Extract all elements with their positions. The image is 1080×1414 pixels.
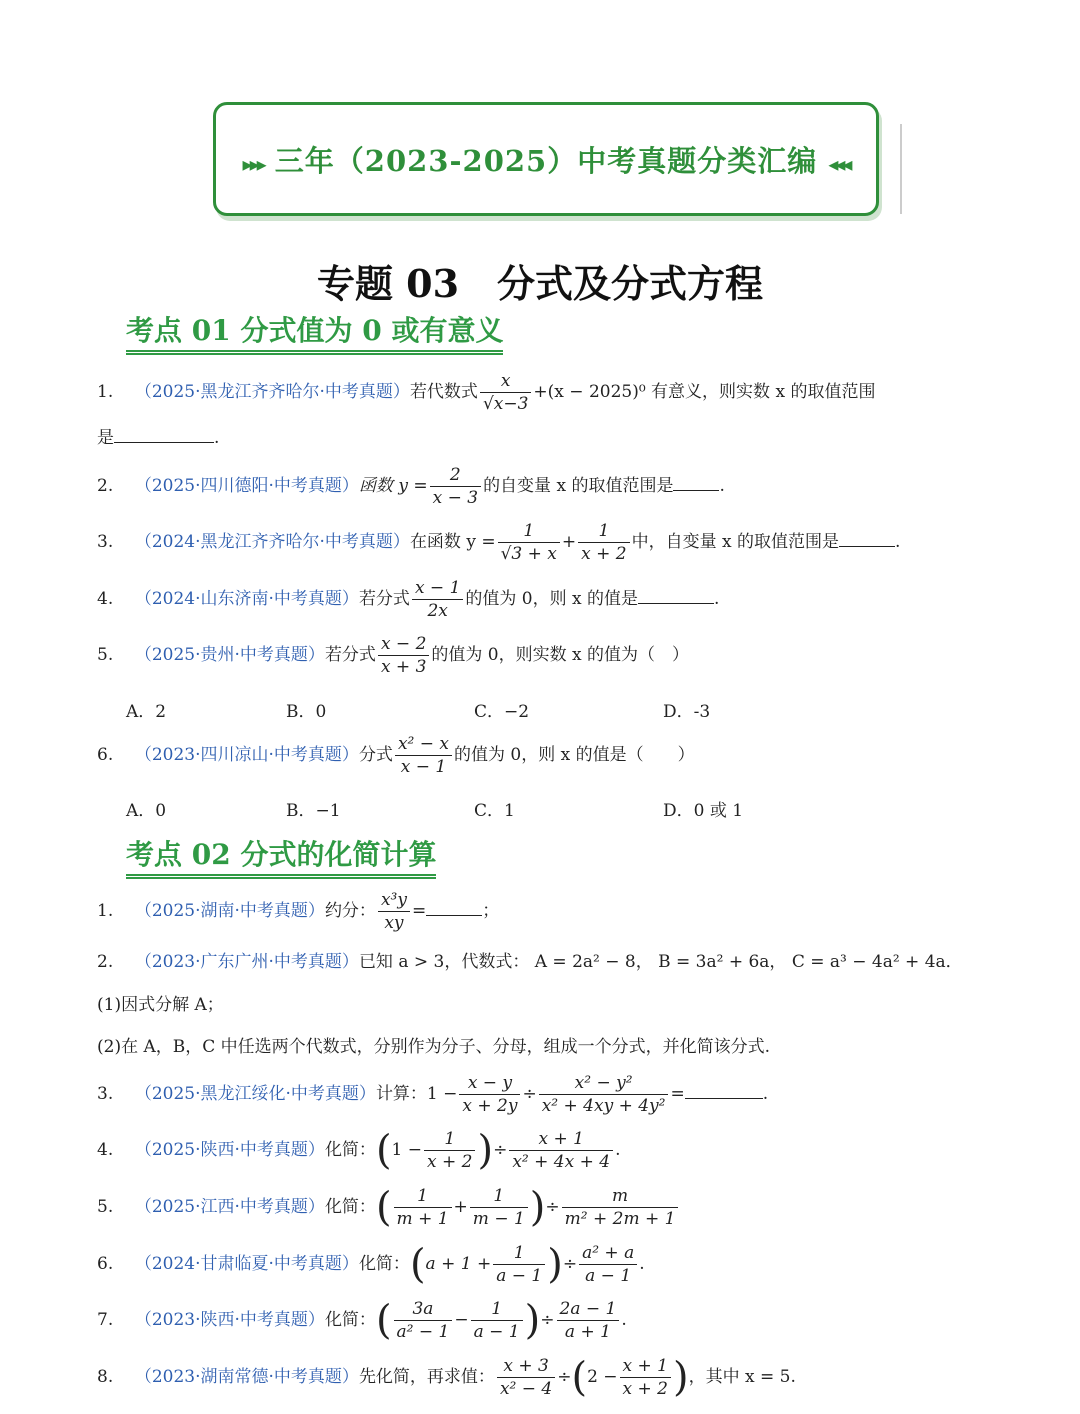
question-6: 6. （2023·四川凉山·中考真题）分式 $\frac{\text{x² − x}}{x - 1}$ 的值为 0，则 x 的值是（ ） — [97, 734, 695, 777]
question-source: （2024·甘肃临夏·中考真题） — [134, 1254, 359, 1274]
fraction: $\frac{1}{x + 2}$ — [424, 1128, 475, 1173]
fraction: $\frac{x - 2}{x + 3}$ — [378, 633, 429, 678]
question-number: 5. — [97, 1197, 114, 1217]
question-source: （2025·黑龙江齐齐哈尔·中考真题） — [134, 382, 410, 402]
banner-title: 三年（2023-2025）中考真题分类汇编 — [274, 144, 818, 178]
answer-blank[interactable] — [114, 428, 214, 443]
fraction: $\frac{1}{m - 1}$ — [470, 1185, 528, 1230]
question-number: 6. — [97, 745, 114, 765]
question-source: （2024·黑龙江齐齐哈尔·中考真题） — [134, 532, 410, 552]
fraction: $\frac{\text{x² − y²}}{\text{x² + 4xy + 4y²}}$ — [539, 1072, 669, 1117]
question-number: 4. — [97, 589, 114, 609]
section-heading-2: 考点 02 分式的化简计算 — [126, 838, 436, 879]
question-text: 若代数式 — [409, 382, 478, 402]
fraction: $\frac{\text{x³y}}{xy}$ — [378, 889, 410, 934]
question-1-cont: 是 . — [97, 428, 220, 448]
question-number: 1. — [97, 901, 114, 921]
question-number: 8. — [97, 1367, 114, 1387]
question-source: （2023·陕西·中考真题） — [134, 1310, 325, 1330]
option-a[interactable]: A．2 — [126, 702, 167, 722]
question-number: 4. — [97, 1140, 114, 1160]
question-2: 2. （2025·四川德阳·中考真题）函数 y = $\frac{2}{x - 3}$ 的自变量 x 的取值范围是 . — [97, 465, 725, 508]
section-heading-1: 考点 01 分式值为 0 或有意义 — [126, 314, 503, 355]
question-1 — [97, 370, 875, 415]
page-edge-mark — [900, 124, 904, 214]
question-3: 3. （2024·黑龙江齐齐哈尔·中考真题）在函数 y = $\frac{1}{√3 + x}$ + $\frac{1}{x + 2}$ 中，自变量 x 的取值范围是 . — [97, 521, 901, 564]
problem-2: 2. （2023·广东广州·中考真题）已知 a > 3，代数式： A = 2a² − 8， B = 3a² + 6a， C = a³ − 4a² + 4a． — [97, 952, 963, 972]
option-c[interactable]: C．1 — [474, 801, 515, 821]
answer-blank[interactable] — [685, 1084, 763, 1099]
fraction: $\frac{1}{m + 1}$ — [394, 1185, 452, 1230]
answer-blank[interactable] — [673, 476, 719, 491]
question-number: 2. — [97, 952, 114, 972]
question-number: 3. — [97, 1084, 114, 1104]
fraction: $\frac{3a}{\text{a² − 1}}$ — [394, 1298, 453, 1343]
question-source: （2025·四川德阳·中考真题） — [134, 476, 359, 496]
problem-5: 5. （2025·江西·中考真题）化简：( $\frac{1}{m + 1}$ + $\frac{1}{m - 1}$ )÷ $\frac{m}{\text{m² + 2m + 1}}$ — [97, 1185, 680, 1230]
fraction: $\frac{1}{√3 + x}$ — [498, 520, 560, 565]
left-arrows-icon: ▸▸▸ — [242, 152, 264, 176]
question-source: （2025·江西·中考真题） — [134, 1197, 325, 1217]
fraction: $\frac{x}{√x-3}$ — [480, 370, 531, 415]
banner-text — [216, 139, 876, 180]
right-arrows-icon: ◂◂◂ — [828, 152, 850, 176]
question-source: （2024·山东济南·中考真题） — [134, 589, 359, 609]
question-number: 7. — [97, 1310, 114, 1330]
question-source: （2025·黑龙江绥化·中考真题） — [134, 1084, 376, 1104]
question-text: +(x − 2025)⁰ 有意义，则实数 x 的取值范围 — [533, 382, 876, 402]
fraction: $\frac{x + 1}{\text{x² + 4x + 4}}$ — [509, 1128, 613, 1173]
header-banner — [213, 102, 879, 216]
problem-3: 3. （2025·黑龙江绥化·中考真题）计算：1 − $\frac{x - y}{x + 2y}$ ÷ $\frac{\text{x² − y²}}{\text{x² + 4xy + 4y²}}$ = . — [97, 1073, 769, 1116]
fraction: $\frac{1}{x + 2}$ — [578, 520, 629, 565]
question-4: 4. （2024·山东济南·中考真题）若分式 $\frac{x - 1}{2x}$ 的值为 0，则 x 的值是 . — [97, 578, 720, 621]
option-b[interactable]: B．−1 — [286, 801, 341, 821]
option-d[interactable]: D．-3 — [663, 702, 711, 722]
question-5: 5. （2025·贵州·中考真题）若分式 $\frac{x - 2}{x + 3}$ 的值为 0，则实数 x 的值为（ ） — [97, 634, 690, 677]
problem-2-part-2: (2)在 A，B，C 中任选两个代数式，分别作为分子、分母，组成一个分式，并化简该分式. — [97, 1037, 771, 1057]
question-text: 是 — [97, 428, 114, 448]
option-b[interactable]: B．0 — [286, 702, 327, 722]
problem-4: 4. （2025·陕西·中考真题）化简：(1 − $\frac{1}{x + 2}$ )÷ $\frac{x + 1}{\text{x² + 4x + 4}}$ . — [97, 1127, 621, 1174]
fraction: $\frac{m}{\text{m² + 2m + 1}}$ — [562, 1185, 679, 1230]
problem-8: 8. （2023·湖南常德·中考真题）先化简，再求值： $\frac{x + 3}{\text{x² − 4}}$ ÷(2 − $\frac{x + 1}{x + 2}$ )，其中 x = 5. — [97, 1354, 796, 1401]
fraction: $\frac{1}{a - 1}$ — [471, 1298, 523, 1343]
fraction: $\frac{2a - 1}{a + 1}$ — [557, 1298, 620, 1343]
question-number: 6. — [97, 1254, 114, 1274]
question-number: 5. — [97, 645, 114, 665]
option-d[interactable]: D．0 或 1 — [663, 801, 744, 821]
fraction: $\frac{\text{x² − x}}{x - 1}$ — [395, 733, 452, 778]
question-number: 3. — [97, 532, 114, 552]
fraction: $\frac{1}{a - 1}$ — [493, 1242, 545, 1287]
fraction: $\frac{x + 3}{\text{x² − 4}}$ — [497, 1355, 555, 1400]
question-source: （2023·广东广州·中考真题） — [134, 952, 359, 972]
fraction: $\frac{\text{a² + a}}{a - 1}$ — [579, 1242, 637, 1287]
question-number: 2. — [97, 476, 114, 496]
option-a[interactable]: A．0 — [126, 801, 167, 821]
answer-blank[interactable] — [839, 532, 895, 547]
option-c[interactable]: C．−2 — [474, 702, 530, 722]
question-source: （2025·湖南·中考真题） — [134, 901, 325, 921]
question-number: 1. — [97, 382, 114, 402]
answer-blank[interactable] — [638, 589, 714, 604]
problem-6: 6. （2024·甘肃临夏·中考真题）化简：(a + 1 + $\frac{1}{a - 1}$ )÷ $\frac{\text{a² + a}}{a - 1}$ . — [97, 1241, 645, 1288]
fraction: $\frac{x + 1}{x + 2}$ — [620, 1355, 671, 1400]
question-source: （2025·贵州·中考真题） — [134, 645, 325, 665]
question-source: （2023·湖南常德·中考真题） — [134, 1367, 359, 1387]
fraction: $\frac{x - y}{x + 2y}$ — [459, 1072, 520, 1117]
fraction: $\frac{x - 1}{2x}$ — [412, 577, 463, 622]
problem-7: 7. （2023·陕西·中考真题）化简：( $\frac{3a}{\text{a² − 1}}$ − $\frac{1}{a - 1}$ )÷ $\frac{2a - 1}{a + 1}$ . — [97, 1297, 627, 1344]
problem-2-part-1: (1)因式分解 A； — [97, 995, 224, 1015]
question-source: （2025·陕西·中考真题） — [134, 1140, 325, 1160]
question-source: （2023·四川凉山·中考真题） — [134, 745, 359, 765]
problem-1: 1. （2025·湖南·中考真题）约分： $\frac{\text{x³y}}{xy}$ = ； — [97, 890, 500, 933]
page-title: 专题 03 分式及分式方程 — [316, 261, 764, 306]
fraction: $\frac{2}{x - 3}$ — [430, 464, 481, 509]
answer-blank[interactable] — [426, 901, 482, 916]
